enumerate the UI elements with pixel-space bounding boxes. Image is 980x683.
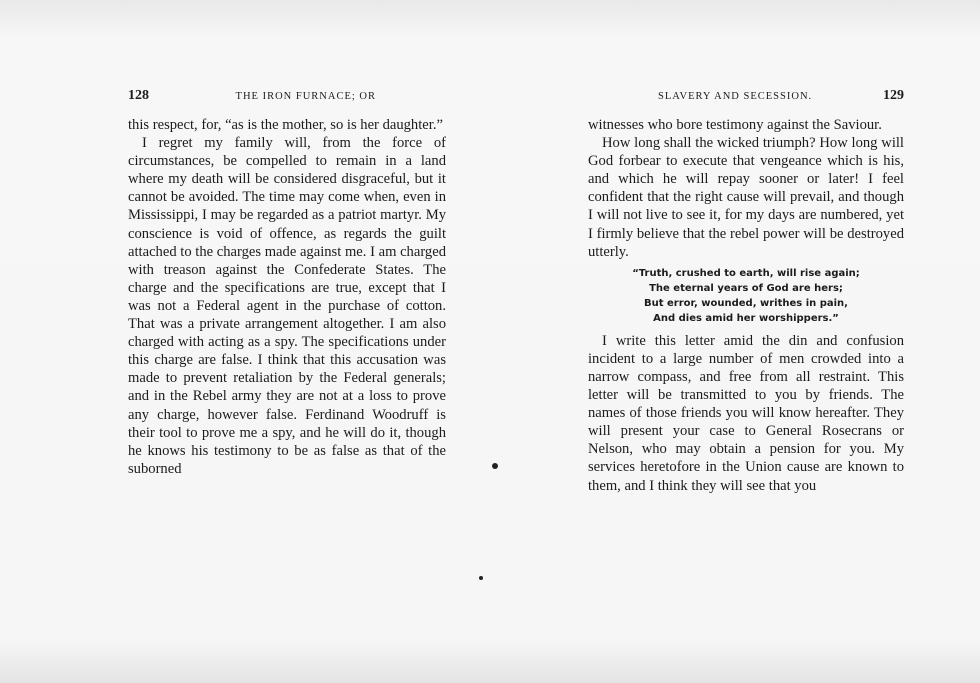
right-body-text <box>588 116 904 495</box>
poem-line: And dies amid her worshippers.” <box>653 312 839 324</box>
left-running-title: THE IRON FURNACE; OR <box>235 91 376 102</box>
scan-speck <box>492 463 498 469</box>
right-paragraph-2: How long shall the wicked triumph? How long will God forbear to execute that vengeance which is his, and which he will repay sooner or later! I feel confident that the right cause will prevail, and though I will not live to see it, for my days are numbered, yet I firmly believe that the rebel power will be destroyed utterly. <box>588 135 904 260</box>
right-page <box>588 88 904 495</box>
left-paragraph-2: I regret my family will, from the force of circumstances, be compelled to remain in a land where my death will be considered disgraceful, but it cannot be avoided. The time may come when, even in Mississippi, I may be regarded as a patriot martyr. My conscience is void of offence, as regards the guilt attached to the charges made against me. I am charged with treason against the Confederate States. The charge and the specifications are true, except that I was not a Federal agent in the purchase of cotton. That was a private arrangement altogether. I am also charged with acting as a spy. The specifications under this charge are false. I think that this accusation was made to prevent retaliation by the Federal generals; and in the Rebel army they are not at a loss to prove any charge, however false. Ferdinand Woodruff is their tool to prove me a spy, and he will do it, though he knows his testimony to be as false as that of the suborned <box>128 135 446 477</box>
right-paragraph-3: I write this letter amid the din and confusion incident to a large number of men crowded into a narrow compass, and free from all restraint. This letter will be transmitted to you by friends. The names of those friends you will know hereafter. They will present your case to General Rosecrans or Nelson, who may obtain a pension for you. My services heretofore in the Union cause are known to them, and I think they will see that you <box>588 332 904 494</box>
poem-line: The eternal years of God are hers; <box>649 282 843 294</box>
left-body-text <box>128 116 446 478</box>
left-page <box>128 88 446 478</box>
left-paragraph-1: this respect, for, “as is the mother, so is her daughter.” <box>128 117 443 133</box>
poem-line: But error, wounded, writhes in pain, <box>644 297 848 309</box>
right-page-number: 129 <box>883 88 904 103</box>
left-running-head <box>128 88 446 104</box>
right-paragraph-1: witnesses who bore testimony against the Saviour. <box>588 117 882 133</box>
right-running-title: SLAVERY AND SECESSION. <box>658 91 813 102</box>
left-page-number: 128 <box>128 88 149 103</box>
right-running-head <box>588 88 904 104</box>
poem-line: “Truth, crushed to earth, will rise again; <box>632 267 860 279</box>
poem-quote <box>588 266 904 326</box>
scan-speck <box>479 576 483 580</box>
